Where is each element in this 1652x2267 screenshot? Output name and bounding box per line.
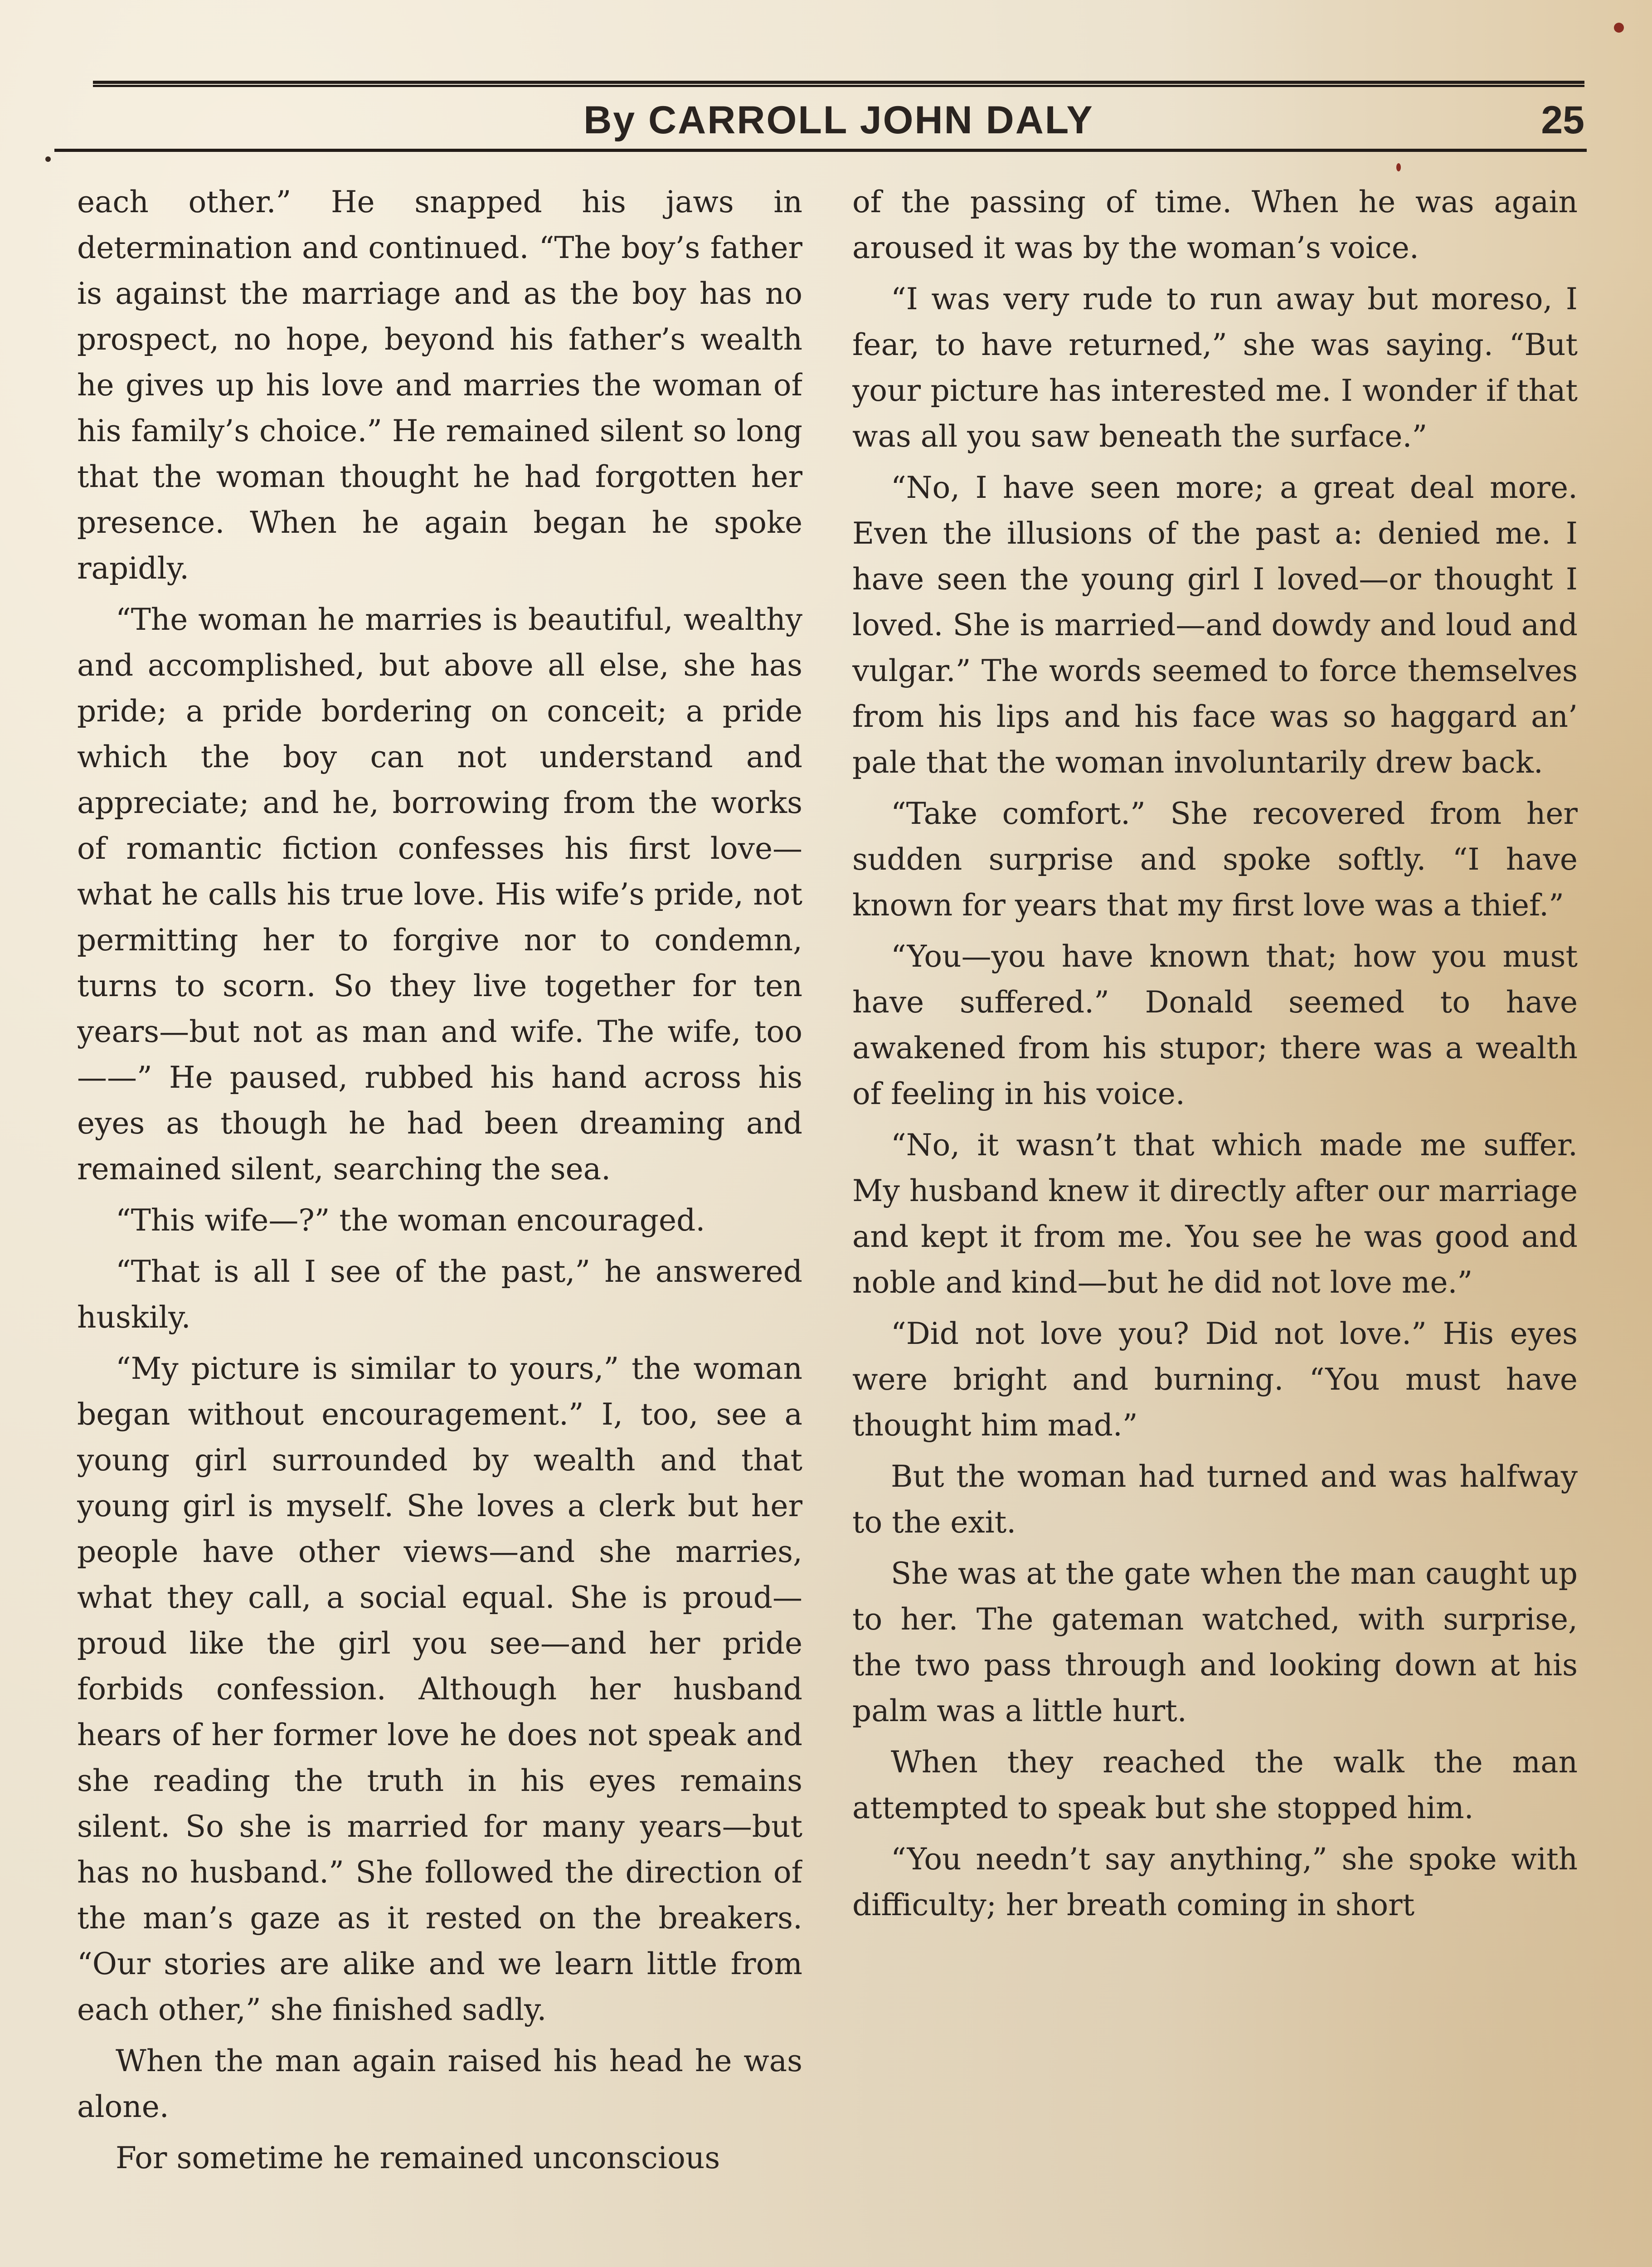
paragraph: She was at the gate when the man caught up to her. The gateman watched, with surprise, the two pass through and looking down at his palm was a little hurt. [852, 1556, 1578, 1728]
paragraph: For sometime he remained unconscious [116, 2141, 720, 2175]
paragraph: “No, I have seen more; a great deal more. Even the illusions of the past a: denied me. I have seen the young girl I loved—or thought I loved. She is married—and dowdy and loud and vulgar.” The words seemed to force themselves from his lips and his face was so haggard an’ pale that the woman involuntarily drew back. [852, 470, 1578, 780]
paragraph: “Did not love you? Did not love.” His eyes were bright and burning. “You must have thought him mad.” [852, 1316, 1578, 1443]
ink-fleck [45, 156, 51, 162]
page-number: 25 [1541, 98, 1584, 142]
paragraph: “My picture is similar to yours,” the woman began without encouragement.” I, too, see a young girl surrounded by wealth and that young girl is myself. She loves a clerk but her people have other views—and she marries, what they call, a social equal. She is proud—proud like the girl you see—and her pride forbids confession. Although her husband hears of her former love he does not speak and she reading the truth in his eyes remains silent. So she is married for many years—but has no husband.” She followed the direction of the man’s gaze as it rested on the breakers. “Our stories are alike and we learn little from each other,” she finished sadly. [77, 1351, 802, 2027]
header-double-rule [93, 81, 1584, 87]
ink-fleck [1396, 163, 1401, 171]
paragraph: “Take comfort.” She recovered from her sudden surprise and spoke softly. “I have known for years that my first love was a thief.” [852, 796, 1578, 923]
paragraph: When they reached the walk the man attempted to speak but she stopped him. [852, 1745, 1578, 1825]
paragraph: “No, it wasn’t that which made me suffer. My husband knew it directly after our marriage and kept it from me. You see he was good and noble and kind—but he did not love me.” [852, 1128, 1578, 1300]
paragraph: “I was very rude to run away but moreso, I fear, to have returned,” she was saying. “But your picture has interested me. I wonder if that was all you saw beneath the surface.” [852, 282, 1578, 454]
text-column-left [77, 179, 802, 2267]
paragraph: But the woman had turned and was halfway to the exit. [852, 1459, 1578, 1540]
ink-fleck [1614, 23, 1624, 33]
paragraph: “You needn’t say anything,” she spoke with difficulty; her breath coming in short [852, 1842, 1578, 1922]
text-column-right [852, 179, 1578, 2267]
paragraph: “You—you have known that; how you must have suffered.” Donald seemed to have awakened from his stupor; there was a wealth of feeling in his voice. [852, 939, 1578, 1111]
paragraph: “This wife—?” the woman encouraged. [116, 1203, 705, 1238]
paragraph: of the passing of time. When he was again aroused it was by the woman’s voice. [852, 185, 1578, 265]
running-header [93, 93, 1584, 147]
author-byline: By CARROLL JOHN DALY [583, 98, 1094, 142]
paragraph: “The woman he marries is beautiful, wealthy and accomplished, but above all else, she has pride; a pride bordering on conceit; a pride which the boy can not understand and appreciate; and he, borrowing from the works of romantic fiction confesses his first love—what he calls his true love. His wife’s pride, not permitting her to forgive nor to condemn, turns to scorn. So they live together for ten years—but not as man and wife. The wife, too ——” He paused, rubbed his hand across his eyes as though he had been dreaming and remained silent, searching the sea. [77, 602, 802, 1187]
paragraph: When the man again raised his head he was alone. [77, 2043, 802, 2124]
paragraph: “That is all I see of the past,” he answered huskily. [77, 1254, 802, 1335]
paragraph: each other.” He snapped his jaws in determination and continued. “The boy’s father is against the marriage and as the boy has no prospect, no hope, beyond his father’s wealth he gives up his love and marries the woman of his family’s choice.” He remained silent so long that the woman thought he had forgotten her presence. When he again began he spoke rapidly. [77, 185, 802, 586]
header-bottom-rule [54, 149, 1587, 152]
